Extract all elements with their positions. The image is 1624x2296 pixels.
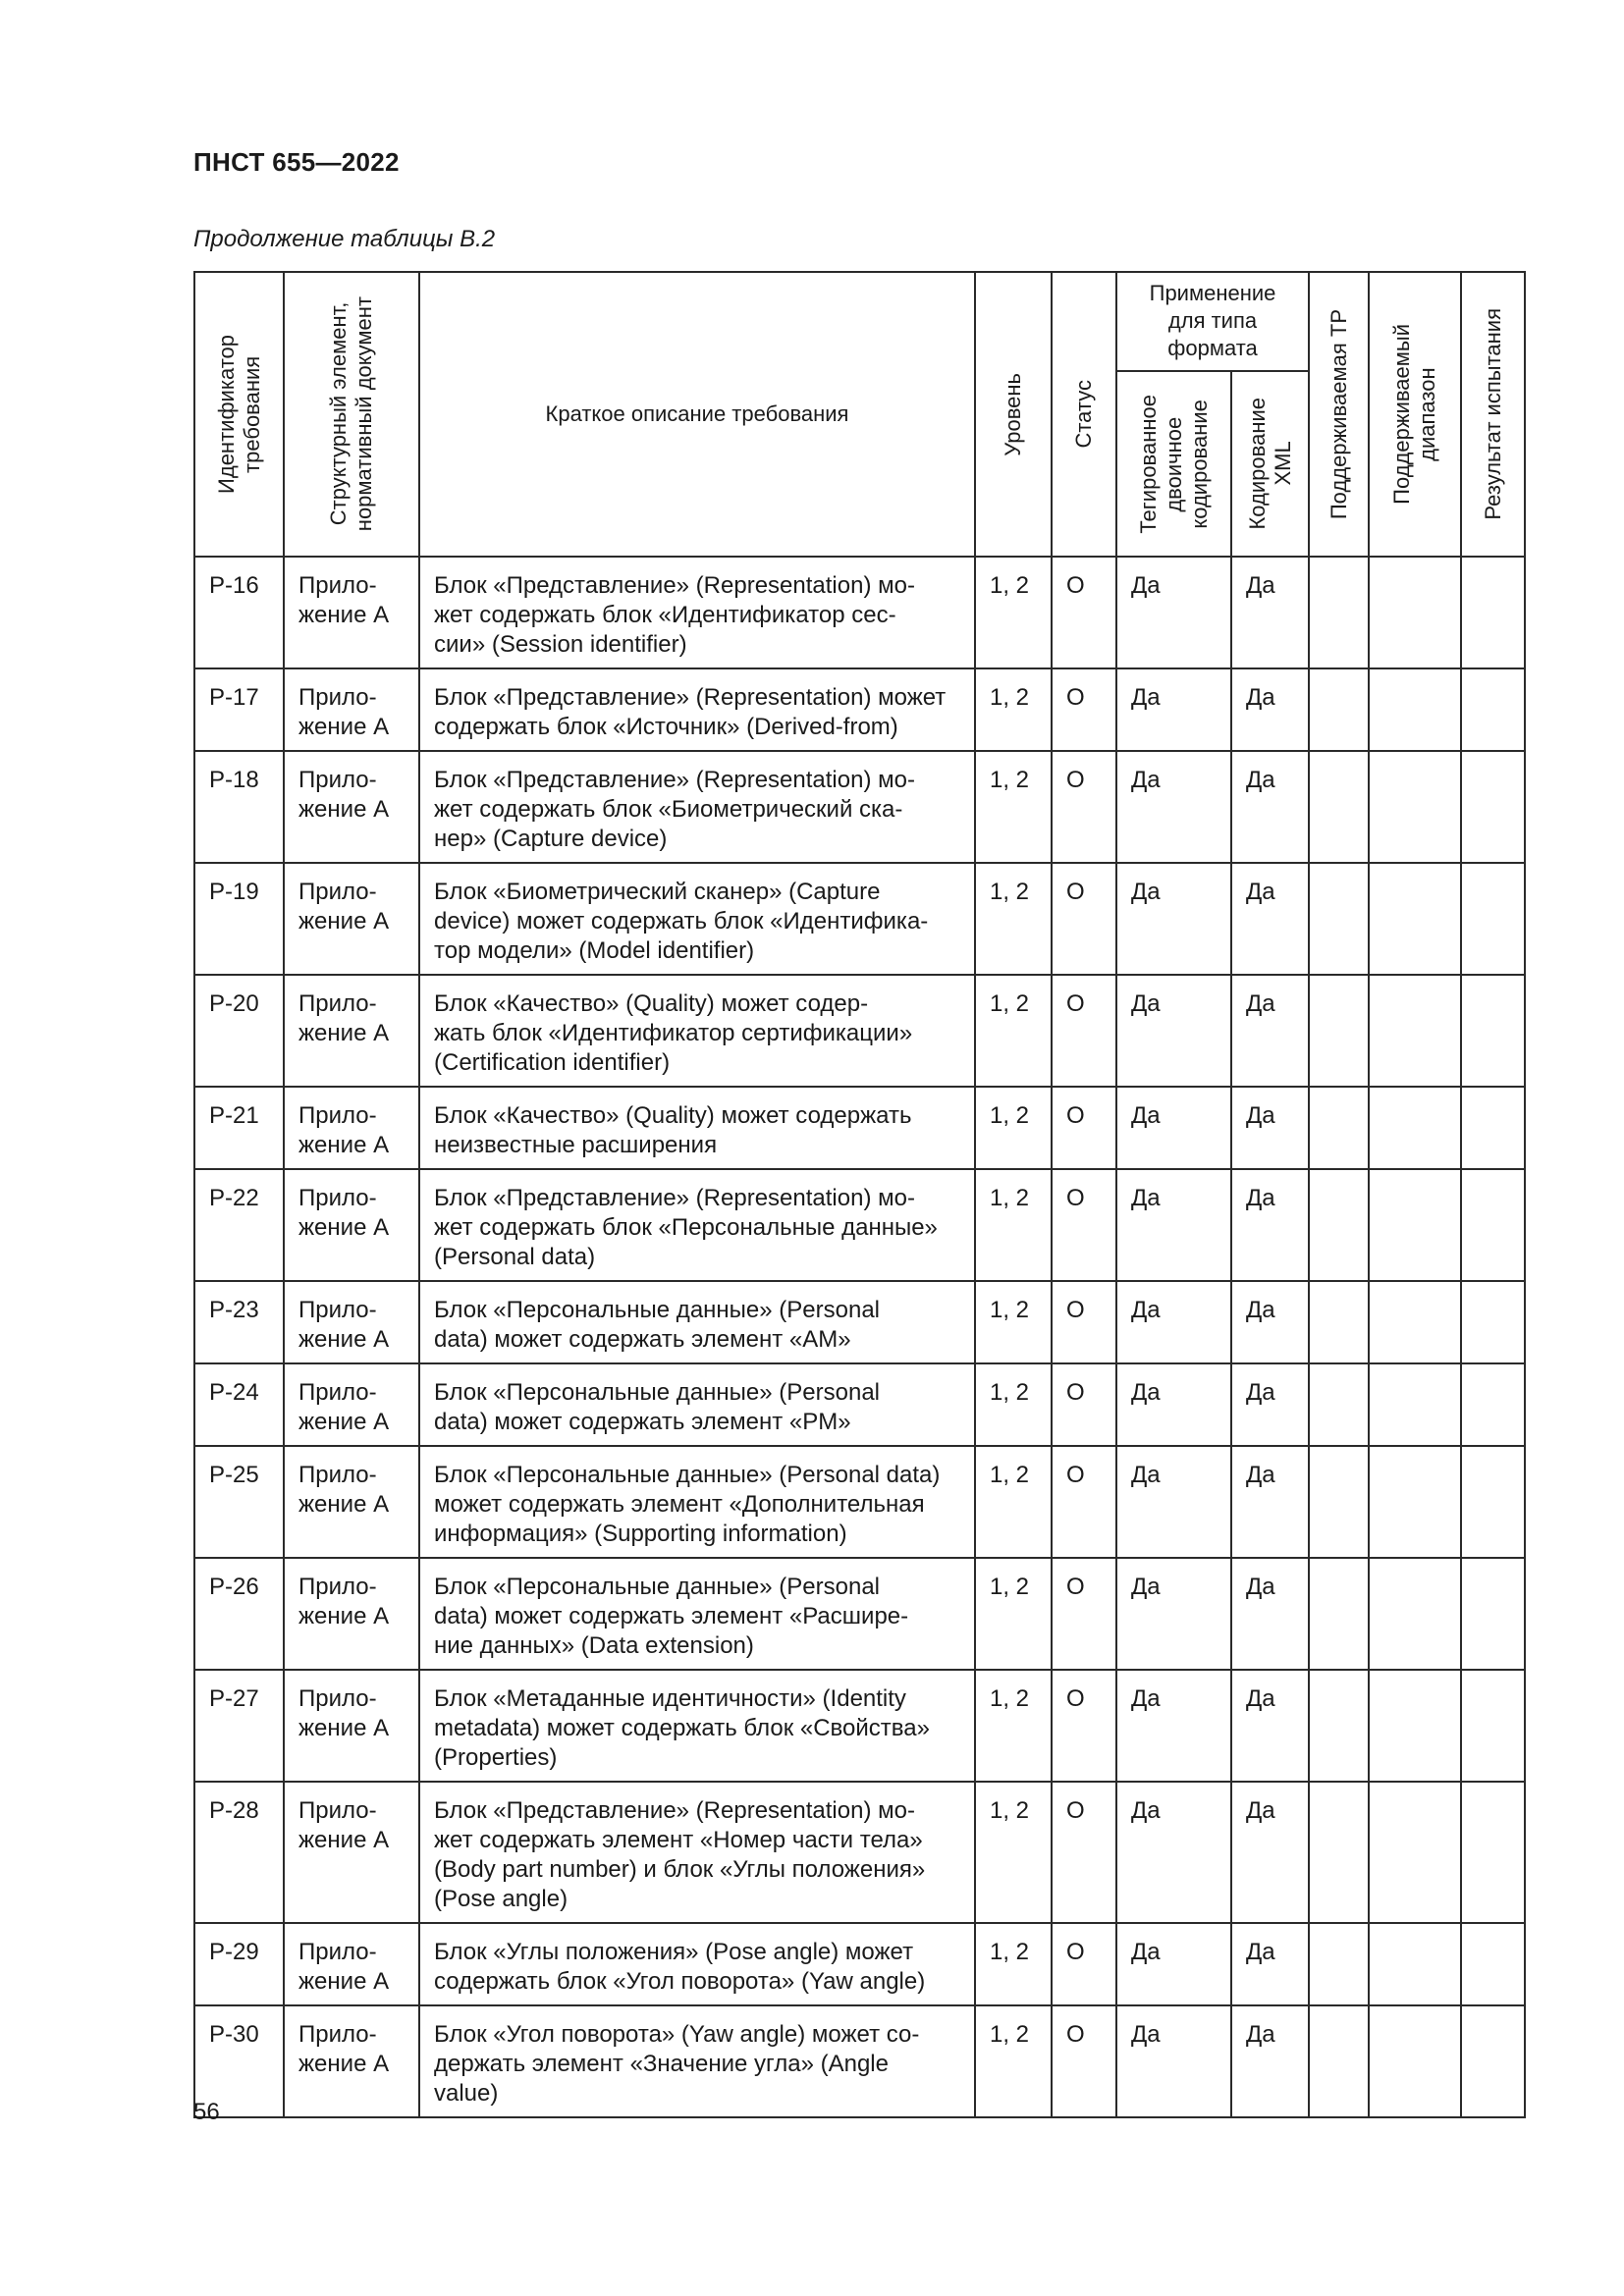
cell-supported-range (1369, 1782, 1461, 1923)
cell-supported-range (1369, 1363, 1461, 1446)
table-body (194, 557, 1525, 2117)
header-format-group-label: Применение для типа формата (1149, 281, 1276, 361)
cell-description: Блок «Представление» (Representation) мо- жет содержать блок «Биометрический ска- нер» (Capture device) (419, 751, 975, 863)
cell-supported-range (1369, 1670, 1461, 1782)
cell-requirement-id: Р-22 (194, 1169, 284, 1281)
cell-description: Блок «Представление» (Representation) мо- жет содержать блок «Идентификатор сес- сии» (Session identifier) (419, 557, 975, 668)
cell-description: Блок «Персональные данные» (Personal data) может содержать элемент «PM» (419, 1363, 975, 1446)
page-number: 56 (193, 2099, 220, 2125)
cell-test-result (1461, 863, 1525, 975)
cell-tagged-binary: Да (1116, 751, 1231, 863)
table-row (194, 1446, 1525, 1558)
cell-supported-tr (1309, 668, 1369, 751)
table-row (194, 1558, 1525, 1670)
cell-level: 1, 2 (975, 668, 1052, 751)
header-structural-element (284, 272, 419, 557)
cell-supported-range (1369, 1281, 1461, 1363)
cell-structural-element: Прило- жение А (284, 2005, 419, 2117)
cell-status: О (1052, 863, 1116, 975)
cell-level: 1, 2 (975, 1087, 1052, 1169)
cell-xml: Да (1231, 668, 1309, 751)
cell-level: 1, 2 (975, 2005, 1052, 2117)
header-description (419, 272, 975, 557)
cell-supported-tr (1309, 1169, 1369, 1281)
table-row (194, 1923, 1525, 2005)
table-row (194, 557, 1525, 668)
table-row (194, 1087, 1525, 1169)
cell-level: 1, 2 (975, 1169, 1052, 1281)
cell-level: 1, 2 (975, 1363, 1052, 1446)
cell-structural-element: Прило- жение А (284, 557, 419, 668)
table-row (194, 975, 1525, 1087)
cell-xml: Да (1231, 1169, 1309, 1281)
cell-level: 1, 2 (975, 751, 1052, 863)
cell-tagged-binary: Да (1116, 557, 1231, 668)
cell-tagged-binary: Да (1116, 1281, 1231, 1363)
cell-xml: Да (1231, 1363, 1309, 1446)
cell-test-result (1461, 1446, 1525, 1558)
header-supported-tr (1309, 272, 1369, 557)
cell-requirement-id: Р-24 (194, 1363, 284, 1446)
cell-tagged-binary: Да (1116, 1087, 1231, 1169)
cell-xml: Да (1231, 751, 1309, 863)
cell-xml: Да (1231, 1923, 1309, 2005)
cell-description: Блок «Персональные данные» (Personal data) может содержать элемент «Расшире- ние данных» (Data extension) (419, 1558, 975, 1670)
cell-xml: Да (1231, 2005, 1309, 2117)
cell-description: Блок «Метаданные идентичности» (Identity metadata) может содержать блок «Свойства» (Properties) (419, 1670, 975, 1782)
cell-supported-tr (1309, 751, 1369, 863)
requirements-table (193, 271, 1526, 2118)
cell-xml: Да (1231, 975, 1309, 1087)
cell-description: Блок «Угол поворота» (Yaw angle) может со- держать элемент «Значение угла» (Angle value) (419, 2005, 975, 2117)
cell-description: Блок «Представление» (Representation) может содержать блок «Источник» (Derived-from) (419, 668, 975, 751)
cell-structural-element: Прило- жение А (284, 1923, 419, 2005)
cell-supported-range (1369, 2005, 1461, 2117)
cell-description: Блок «Качество» (Quality) может содержать неизвестные расширения (419, 1087, 975, 1169)
table-row (194, 1281, 1525, 1363)
cell-requirement-id: Р-21 (194, 1087, 284, 1169)
cell-supported-tr (1309, 1363, 1369, 1446)
cell-structural-element: Прило- жение А (284, 1558, 419, 1670)
header-test-result-label: Результат испытания (1480, 308, 1505, 520)
cell-structural-element: Прило- жение А (284, 1782, 419, 1923)
cell-xml: Да (1231, 1670, 1309, 1782)
cell-xml: Да (1231, 1281, 1309, 1363)
cell-structural-element: Прило- жение А (284, 863, 419, 975)
cell-supported-tr (1309, 1670, 1369, 1782)
header-requirement-id (194, 272, 284, 557)
cell-supported-tr (1309, 2005, 1369, 2117)
table-row (194, 1363, 1525, 1446)
cell-requirement-id: Р-16 (194, 557, 284, 668)
cell-supported-range (1369, 1446, 1461, 1558)
cell-tagged-binary: Да (1116, 863, 1231, 975)
header-supported-tr-label: Поддерживаемая ТР (1326, 308, 1351, 520)
cell-supported-tr (1309, 1558, 1369, 1670)
cell-supported-range (1369, 1087, 1461, 1169)
cell-status: О (1052, 1558, 1116, 1670)
cell-status: О (1052, 668, 1116, 751)
cell-description: Блок «Углы положения» (Pose angle) может содержать блок «Угол поворота» (Yaw angle) (419, 1923, 975, 2005)
cell-status: О (1052, 1923, 1116, 2005)
cell-status: О (1052, 1281, 1116, 1363)
cell-test-result (1461, 975, 1525, 1087)
cell-test-result (1461, 557, 1525, 668)
cell-status: О (1052, 1363, 1116, 1446)
table-caption: Продолжение таблицы В.2 (193, 226, 496, 252)
header-test-result (1461, 272, 1525, 557)
header-supported-range-label: Поддерживаемый диапазон (1389, 324, 1440, 505)
cell-tagged-binary: Да (1116, 1558, 1231, 1670)
cell-requirement-id: Р-30 (194, 2005, 284, 2117)
cell-structural-element: Прило- жение А (284, 668, 419, 751)
document-title: ПНСТ 655—2022 (193, 147, 400, 177)
cell-requirement-id: Р-19 (194, 863, 284, 975)
cell-status: О (1052, 1169, 1116, 1281)
cell-xml: Да (1231, 1087, 1309, 1169)
cell-structural-element: Прило- жение А (284, 1169, 419, 1281)
table-row (194, 1169, 1525, 1281)
header-status (1052, 272, 1116, 557)
cell-status: О (1052, 1087, 1116, 1169)
cell-structural-element: Прило- жение А (284, 975, 419, 1087)
cell-requirement-id: Р-27 (194, 1670, 284, 1782)
cell-requirement-id: Р-28 (194, 1782, 284, 1923)
cell-test-result (1461, 1782, 1525, 1923)
cell-status: О (1052, 751, 1116, 863)
cell-status: О (1052, 1670, 1116, 1782)
cell-requirement-id: Р-20 (194, 975, 284, 1087)
cell-requirement-id: Р-26 (194, 1558, 284, 1670)
cell-requirement-id: Р-23 (194, 1281, 284, 1363)
header-tagged-binary (1116, 371, 1231, 557)
cell-test-result (1461, 1363, 1525, 1446)
cell-supported-tr (1309, 975, 1369, 1087)
cell-requirement-id: Р-29 (194, 1923, 284, 2005)
header-tagged-binary-label: Тегированное двоичное кодирование (1135, 394, 1212, 534)
header-supported-range (1369, 272, 1461, 557)
cell-supported-tr (1309, 863, 1369, 975)
header-status-label: Статус (1071, 380, 1096, 449)
cell-test-result (1461, 668, 1525, 751)
cell-supported-range (1369, 975, 1461, 1087)
cell-status: О (1052, 1782, 1116, 1923)
cell-description: Блок «Качество» (Quality) может содер- жать блок «Идентификатор сертификации» (Certification identifier) (419, 975, 975, 1087)
cell-test-result (1461, 1670, 1525, 1782)
cell-requirement-id: Р-17 (194, 668, 284, 751)
cell-level: 1, 2 (975, 1670, 1052, 1782)
cell-tagged-binary: Да (1116, 1169, 1231, 1281)
cell-structural-element: Прило- жение А (284, 1087, 419, 1169)
header-xml-label: Кодирование XML (1244, 398, 1295, 530)
cell-xml: Да (1231, 557, 1309, 668)
cell-supported-range (1369, 863, 1461, 975)
cell-supported-range (1369, 1558, 1461, 1670)
table-row (194, 863, 1525, 975)
table-row (194, 668, 1525, 751)
cell-supported-tr (1309, 557, 1369, 668)
cell-level: 1, 2 (975, 975, 1052, 1087)
cell-structural-element: Прило- жение А (284, 1446, 419, 1558)
cell-structural-element: Прило- жение А (284, 1670, 419, 1782)
cell-supported-tr (1309, 1923, 1369, 2005)
cell-supported-tr (1309, 1087, 1369, 1169)
cell-status: О (1052, 2005, 1116, 2117)
cell-xml: Да (1231, 1782, 1309, 1923)
cell-test-result (1461, 1281, 1525, 1363)
cell-supported-range (1369, 1169, 1461, 1281)
cell-status: О (1052, 975, 1116, 1087)
cell-level: 1, 2 (975, 1782, 1052, 1923)
header-requirement-id-label: Идентификатор требования (213, 335, 264, 494)
cell-test-result (1461, 2005, 1525, 2117)
cell-requirement-id: Р-18 (194, 751, 284, 863)
cell-description: Блок «Представление» (Representation) мо- жет содержать блок «Персональные данные» (Personal data) (419, 1169, 975, 1281)
header-xml (1231, 371, 1309, 557)
cell-status: О (1052, 1446, 1116, 1558)
cell-tagged-binary: Да (1116, 975, 1231, 1087)
cell-xml: Да (1231, 863, 1309, 975)
cell-supported-tr (1309, 1782, 1369, 1923)
cell-description: Блок «Представление» (Representation) мо- жет содержать элемент «Номер части тела» (Body part number) и блок «Углы положения» (Pose angle) (419, 1782, 975, 1923)
cell-supported-tr (1309, 1281, 1369, 1363)
cell-test-result (1461, 1558, 1525, 1670)
cell-tagged-binary: Да (1116, 2005, 1231, 2117)
cell-test-result (1461, 1169, 1525, 1281)
cell-status: О (1052, 557, 1116, 668)
cell-supported-range (1369, 557, 1461, 668)
header-description-label: Краткое описание требования (545, 401, 849, 426)
header-level-label: Уровень (1001, 372, 1025, 456)
cell-supported-range (1369, 751, 1461, 863)
cell-level: 1, 2 (975, 863, 1052, 975)
cell-xml: Да (1231, 1558, 1309, 1670)
cell-tagged-binary: Да (1116, 1446, 1231, 1558)
cell-supported-tr (1309, 1446, 1369, 1558)
cell-description: Блок «Персональные данные» (Personal data) может содержать элемент «Дополнительная информация» (Supporting information) (419, 1446, 975, 1558)
cell-test-result (1461, 751, 1525, 863)
cell-structural-element: Прило- жение А (284, 1363, 419, 1446)
table-row (194, 2005, 1525, 2117)
cell-tagged-binary: Да (1116, 1923, 1231, 2005)
cell-xml: Да (1231, 1446, 1309, 1558)
cell-level: 1, 2 (975, 1558, 1052, 1670)
cell-level: 1, 2 (975, 1446, 1052, 1558)
cell-tagged-binary: Да (1116, 1363, 1231, 1446)
cell-tagged-binary: Да (1116, 668, 1231, 751)
cell-test-result (1461, 1087, 1525, 1169)
cell-tagged-binary: Да (1116, 1782, 1231, 1923)
cell-requirement-id: Р-25 (194, 1446, 284, 1558)
cell-level: 1, 2 (975, 1923, 1052, 2005)
cell-tagged-binary: Да (1116, 1670, 1231, 1782)
cell-description: Блок «Персональные данные» (Personal data) может содержать элемент «АМ» (419, 1281, 975, 1363)
cell-description: Блок «Биометрический сканер» (Capture device) может содержать блок «Идентифика- тор модели» (Model identifier) (419, 863, 975, 975)
cell-level: 1, 2 (975, 1281, 1052, 1363)
cell-supported-range (1369, 1923, 1461, 2005)
table-row (194, 751, 1525, 863)
cell-supported-range (1369, 668, 1461, 751)
header-format-group (1116, 272, 1309, 371)
table-row (194, 1782, 1525, 1923)
cell-structural-element: Прило- жение А (284, 1281, 419, 1363)
cell-level: 1, 2 (975, 557, 1052, 668)
cell-structural-element: Прило- жение А (284, 751, 419, 863)
header-structural-element-label: Структурный элемент, нормативный документ (326, 296, 376, 532)
header-level (975, 272, 1052, 557)
cell-test-result (1461, 1923, 1525, 2005)
table-row (194, 1670, 1525, 1782)
